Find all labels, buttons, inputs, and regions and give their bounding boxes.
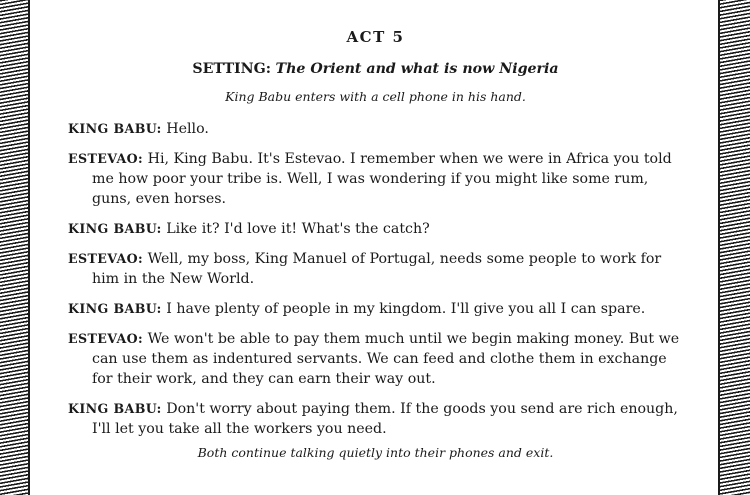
setting-label: SETTING: xyxy=(192,61,272,77)
speaker-name: KING BABU: xyxy=(68,301,162,316)
speaker-name: KING BABU: xyxy=(68,121,162,136)
dialogue-line xyxy=(68,399,683,439)
dialogue-line xyxy=(68,119,683,139)
dialogue-text: I have plenty of people in my kingdom. I'll give you all I can spare. xyxy=(166,301,646,317)
speaker-name: KING BABU: xyxy=(68,221,162,236)
left-hatched-border xyxy=(0,0,30,495)
script-content xyxy=(68,24,683,465)
dialogue-text: Well, my boss, King Manuel of Portugal, needs some people to work for him in the New World. xyxy=(92,251,662,287)
dialogue-text: Hello. xyxy=(166,121,209,137)
right-hatched-border xyxy=(718,0,750,495)
speaker-name: ESTEVAO: xyxy=(68,251,144,266)
dialogue-text: We won't be able to pay them much until we begin making money. But we can use them as indentured servants. We can feed and clothe them in exchange for their work, and they can earn their way out. xyxy=(92,331,680,387)
dialogue-line xyxy=(68,149,683,209)
dialogue-line xyxy=(68,299,683,319)
dialogue-line xyxy=(68,249,683,289)
stage-direction-close: Both continue talking quietly into their phones and exit. xyxy=(197,445,554,460)
dialogue-text: Hi, King Babu. It's Estevao. I remember when we were in Africa you told me how poor your tribe is. Well, I was wondering if you might like some rum, guns, even horses. xyxy=(92,151,672,207)
stage-direction-open: King Babu enters with a cell phone in his hand. xyxy=(225,89,526,104)
act-title: ACT 5 xyxy=(346,28,405,46)
speaker-name: ESTEVAO: xyxy=(68,151,144,166)
dialogue-line xyxy=(68,219,683,239)
dialogue-line xyxy=(68,329,683,389)
speaker-name: ESTEVAO: xyxy=(68,331,144,346)
dialogue-block xyxy=(68,119,683,439)
speaker-name: KING BABU: xyxy=(68,401,162,416)
dialogue-text: Don't worry about paying them. If the goods you send are rich enough, I'll let you take all the workers you need. xyxy=(92,401,678,437)
setting-value: The Orient and what is now Nigeria xyxy=(275,61,559,77)
setting-line xyxy=(68,61,683,83)
dialogue-text: Like it? I'd love it! What's the catch? xyxy=(166,221,430,237)
